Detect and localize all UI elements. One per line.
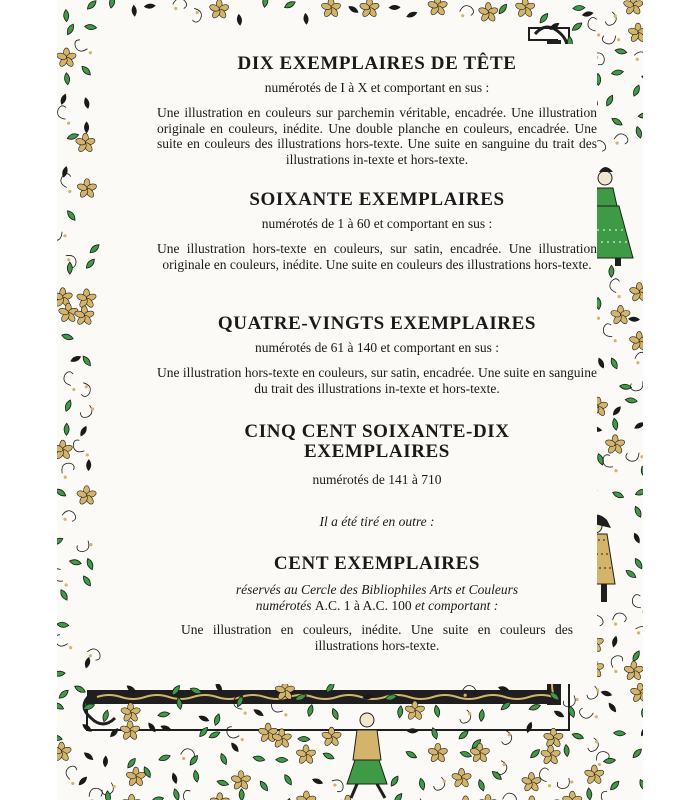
vine-leaf-dark xyxy=(632,532,642,545)
vine-leaf xyxy=(69,559,82,566)
vine-leaf-dark xyxy=(600,689,613,697)
vine-leaf xyxy=(81,575,92,588)
vine-leaf xyxy=(59,589,69,602)
vine-dot xyxy=(63,234,66,237)
vine-leaf-dark xyxy=(388,5,400,10)
vine-flower xyxy=(610,305,631,325)
vine-leaf-dark xyxy=(160,724,173,733)
vine-leaf xyxy=(430,727,438,740)
vine-dot xyxy=(67,122,70,125)
vine-flower xyxy=(629,331,643,351)
vine-flower xyxy=(77,179,98,199)
vine-leaf xyxy=(635,126,643,139)
vine-tendril xyxy=(501,792,517,800)
vine-leaf xyxy=(64,72,70,85)
vine-leaf xyxy=(213,713,221,726)
section-description: Une illustration hors-texte en couleurs, sur satin, encadrée. Une illustration originale en couleurs, inédite. Une suite en couleurs des illustrations hors-texte. xyxy=(157,241,597,272)
vine-flower xyxy=(209,0,230,19)
vine-leaf xyxy=(586,788,592,800)
vine-leaf-dark xyxy=(86,459,91,471)
vine-leaf xyxy=(208,730,221,740)
vine-tendril xyxy=(608,278,622,294)
vine-flower xyxy=(478,3,499,23)
vine-leaf xyxy=(397,706,403,718)
vine-leaf xyxy=(605,94,615,107)
vine-tendril xyxy=(500,730,512,745)
section-description: Une illustration en couleurs sur parchemin véritable, encadrée. Une illustration originale en couleurs, inédite. Une double planche en couleurs, encadrée. Une suite en couleurs des illustrations hors-texte. Une suite en sanguine du trait des illustrations in-texte et hors-texte. xyxy=(157,105,597,167)
vine-leaf xyxy=(157,711,170,718)
vine-dot xyxy=(63,518,66,521)
vine-tendril xyxy=(460,709,472,723)
vine-leaf xyxy=(331,708,340,721)
vine-tendril xyxy=(605,11,617,25)
vine-dot xyxy=(595,740,598,743)
vine-tendril xyxy=(633,51,643,64)
vine-dot xyxy=(89,51,92,54)
vine-flower xyxy=(125,767,146,787)
vine-leaf-dark xyxy=(229,741,240,754)
vine-leaf-dark xyxy=(146,721,157,734)
vine-tendril xyxy=(189,7,204,24)
vine-leaf xyxy=(74,684,87,694)
vine-flower xyxy=(296,745,317,765)
vine-tendril xyxy=(65,765,77,780)
vine-leaf xyxy=(573,5,585,11)
vine-leaf-dark xyxy=(84,656,92,669)
vine-dot xyxy=(284,713,287,716)
vine-leaf xyxy=(479,709,485,721)
vine-tendril xyxy=(579,707,594,719)
vine-flower xyxy=(321,0,342,18)
vine-leaf xyxy=(612,418,619,431)
figure-bottom-dancer xyxy=(347,713,387,798)
vine-leaf xyxy=(85,257,97,269)
vine-leaf-dark xyxy=(611,405,623,417)
vine-flower xyxy=(584,765,605,785)
vine-dot xyxy=(89,543,92,546)
vine-leaf xyxy=(57,671,65,677)
vine-leaf xyxy=(61,333,74,341)
vine-leaf-dark xyxy=(525,721,534,734)
vine-flower xyxy=(57,48,77,68)
vine-leaf xyxy=(633,505,643,518)
vine-tendril xyxy=(624,448,641,464)
vine-leaf xyxy=(57,536,64,546)
vine-leaf xyxy=(615,48,628,55)
vine-tendril xyxy=(57,104,71,121)
vine-leaf-dark xyxy=(607,701,618,714)
vine-flower xyxy=(296,791,317,800)
vine-flower xyxy=(120,703,141,723)
vine-dot xyxy=(85,385,88,388)
vine-dot xyxy=(508,733,511,736)
vine-leaf xyxy=(80,65,92,77)
vine-leaf xyxy=(216,779,229,787)
vine-dot xyxy=(614,339,617,342)
vine-leaf xyxy=(65,23,75,36)
vine-tendril xyxy=(586,16,601,33)
vine-tendril xyxy=(586,685,599,700)
vine-leaf xyxy=(108,0,115,9)
vine-dot xyxy=(614,670,617,673)
vine-dot xyxy=(502,763,505,766)
vine-leaf-dark xyxy=(144,3,156,9)
vine-leaf xyxy=(57,487,67,498)
vine-flower xyxy=(451,768,472,788)
section-cent xyxy=(157,554,597,653)
vine-leaf-dark xyxy=(311,777,324,786)
vine-leaf-dark xyxy=(131,5,137,17)
vine-leaf-dark xyxy=(633,420,643,430)
vine-leaf xyxy=(633,557,643,570)
vine-flower xyxy=(515,0,536,18)
vine-leaf xyxy=(57,688,69,700)
vine-tendril xyxy=(611,611,628,626)
vine-leaf-dark xyxy=(581,10,594,17)
vine-tendril xyxy=(73,39,89,53)
vine-dot xyxy=(598,763,601,766)
vine-leaf xyxy=(253,755,266,763)
vine-leaf xyxy=(638,779,643,792)
vine-leaf xyxy=(477,779,486,792)
vine-leaf xyxy=(609,265,614,277)
vine-leaf xyxy=(219,753,228,766)
vine-tendril xyxy=(70,438,87,454)
vine-dot xyxy=(642,610,643,613)
vine-leaf xyxy=(307,704,315,717)
vine-flower xyxy=(562,791,583,800)
vine-leaf xyxy=(405,750,418,760)
vine-leaf xyxy=(529,748,541,760)
vine-flower xyxy=(57,440,73,460)
vine-tendril xyxy=(78,381,93,397)
vine-dot xyxy=(618,295,621,298)
vine-leaf xyxy=(276,757,288,762)
vine-leaf xyxy=(613,730,625,736)
extra-note: Il a été tiré en outre : xyxy=(319,514,435,529)
vine-dot xyxy=(614,14,617,17)
vine-dot xyxy=(468,712,471,715)
vine-flower xyxy=(427,743,448,763)
vine-leaf xyxy=(85,558,94,571)
vine-flower xyxy=(76,289,97,309)
section-description: Une illustration hors-texte en couleurs, sur satin, encadrée. Une suite en sanguine du trait des illustrations in-texte et hors-texte. xyxy=(157,365,597,396)
vine-tendril xyxy=(87,785,104,800)
vine-leaf xyxy=(298,736,310,741)
vine-leaf-dark xyxy=(69,354,82,363)
vine-leaf xyxy=(193,770,200,783)
vine-leaf xyxy=(172,788,180,800)
vine-dot xyxy=(71,782,74,785)
vine-leaf xyxy=(631,650,641,663)
vine-dot xyxy=(182,757,185,760)
section-quatre-vingts xyxy=(157,314,597,396)
vine-leaf-dark xyxy=(252,707,265,718)
vine-leaf xyxy=(322,751,335,761)
section-tete xyxy=(157,54,597,167)
vine-flower xyxy=(605,435,626,455)
vine-leaf-dark xyxy=(77,775,89,787)
section-heading: CINQ CENT SOIXANTE-DIX EXEMPLAIRES xyxy=(244,421,510,462)
vine-leaf xyxy=(619,384,632,390)
vine-dot xyxy=(443,780,446,783)
vine-flower xyxy=(359,0,380,18)
numbering-suffix: et comportant : xyxy=(411,598,499,613)
section-heading: SOIXANTE EXEMPLAIRES xyxy=(249,189,505,210)
vine-dot xyxy=(597,317,600,320)
vine-tendril xyxy=(172,0,187,10)
vine-leaf xyxy=(418,778,426,791)
vine-leaf-dark xyxy=(103,755,109,767)
vine-leaf xyxy=(609,357,619,370)
vine-tendril xyxy=(75,537,91,554)
vine-flower xyxy=(540,745,561,765)
vine-leaf xyxy=(67,262,72,274)
vine-dot xyxy=(72,388,75,391)
vine-leaf xyxy=(640,466,643,479)
vine-leaf xyxy=(611,116,624,127)
vine-flower xyxy=(121,794,142,800)
vine-leaf xyxy=(603,758,616,764)
vine-flower xyxy=(623,0,643,15)
vine-leaf xyxy=(571,732,584,741)
section-heading: QUATRE-VINGTS EXEMPLAIRES xyxy=(217,313,537,334)
vine-leaf xyxy=(625,397,638,404)
vine-dot xyxy=(617,38,620,41)
vine-dot xyxy=(333,783,336,786)
section-reservation: réservés au Cercle des Bibliophiles Arts et Couleurs xyxy=(235,582,519,597)
vine-leaf-dark xyxy=(628,316,640,322)
vine-leaf xyxy=(283,773,294,786)
vine-leaf xyxy=(258,780,269,793)
vine-tendril xyxy=(180,789,197,800)
vine-tendril xyxy=(57,634,70,648)
vine-leaf xyxy=(393,792,404,800)
section-numbering: numérotés de I à X et comportant en sus : xyxy=(264,80,490,95)
vine-leaf-dark xyxy=(171,772,179,785)
vine-flower xyxy=(623,661,643,681)
vine-tendril xyxy=(459,4,475,17)
vine-leaf xyxy=(538,12,549,24)
vine-tendril xyxy=(329,777,346,793)
vine-dot xyxy=(464,694,467,697)
vine-flower xyxy=(521,772,542,792)
section-numbering: numérotés de 61 à 140 et comportant en sus : xyxy=(254,340,500,355)
extra-note-block xyxy=(157,514,597,530)
vine-tendril xyxy=(609,653,624,670)
vine-dot xyxy=(640,455,643,458)
vine-leaf xyxy=(81,355,92,368)
section-heading: DIX EXEMPLAIRES DE TÊTE xyxy=(237,53,517,74)
vine-leaf xyxy=(638,112,643,119)
vine-tendril xyxy=(630,593,643,610)
section-numbering: numérotés de 1 à 60 et comportant en sus : xyxy=(261,216,493,231)
vine-flower xyxy=(628,23,643,43)
vine-dot xyxy=(196,11,199,14)
vine-leaf xyxy=(571,21,584,32)
vine-dot xyxy=(636,361,639,364)
vine-dot xyxy=(614,469,617,472)
vine-flower xyxy=(630,683,643,703)
vine-leaf xyxy=(634,488,643,497)
vine-leaf xyxy=(64,423,69,435)
vine-flower xyxy=(427,0,448,16)
vine-leaf xyxy=(609,779,621,791)
vine-leaf xyxy=(86,0,98,11)
vine-tendril xyxy=(433,776,446,791)
vine-dot xyxy=(548,784,551,787)
vine-leaf xyxy=(151,796,164,800)
vine-leaf-dark xyxy=(611,635,619,648)
vine-dot xyxy=(67,258,70,261)
vine-leaf xyxy=(66,209,77,222)
vine-leaf xyxy=(491,770,503,782)
vine-dot xyxy=(64,583,67,586)
vine-tendril xyxy=(600,322,617,339)
vine-leaf xyxy=(57,734,63,741)
section-numbering xyxy=(157,598,597,613)
vine-leaf-dark xyxy=(639,725,643,738)
vine-dot xyxy=(616,142,619,145)
numbering-prefix: numérotés xyxy=(255,598,315,613)
vine-leaf-dark xyxy=(596,357,605,370)
vine-tendril xyxy=(588,738,599,752)
vine-dot xyxy=(91,407,94,410)
section-description: Une illustration en couleurs, inédite. Une suite en couleurs des illustrations hors-texte. xyxy=(181,622,573,653)
colophon-text xyxy=(157,44,597,684)
vine-dot xyxy=(241,738,244,741)
vine-tendril xyxy=(59,460,76,477)
vine-tendril xyxy=(599,790,616,800)
vine-leaf-dark xyxy=(640,74,643,82)
vine-leaf xyxy=(262,0,269,8)
vine-dot xyxy=(461,14,464,17)
vine-leaf xyxy=(632,84,641,97)
vine-leaf xyxy=(612,490,625,499)
vine-tendril xyxy=(62,371,77,387)
vine-dot xyxy=(64,476,67,479)
vine-leaf-dark xyxy=(197,714,210,723)
vine-tendril xyxy=(57,567,67,584)
section-cinq-cent xyxy=(157,422,597,488)
vine-flower xyxy=(629,282,643,302)
vine-leaf xyxy=(88,243,100,255)
vine-dot xyxy=(68,190,71,193)
vine-leaf xyxy=(57,622,69,628)
vine-leaf xyxy=(528,703,541,712)
vine-flower xyxy=(543,728,564,748)
vine-dot xyxy=(174,7,177,10)
vine-leaf xyxy=(105,791,111,800)
vine-flower xyxy=(57,742,72,762)
vine-leaf xyxy=(64,399,73,412)
vine-leaf xyxy=(63,9,69,21)
vine-flower xyxy=(337,795,358,800)
vine-dot xyxy=(244,712,247,715)
vine-flower xyxy=(209,793,230,800)
vine-dot xyxy=(570,780,573,783)
vine-dot xyxy=(86,453,89,456)
vine-dot xyxy=(576,698,579,701)
vine-tendril xyxy=(225,726,241,740)
vine-leaf-dark xyxy=(82,751,95,762)
vine-dot xyxy=(636,58,639,61)
vine-tendril xyxy=(601,31,618,47)
vine-tendril xyxy=(79,403,94,419)
vine-leaf xyxy=(102,709,110,722)
vine-leaf xyxy=(433,705,440,718)
vine-leaf xyxy=(497,3,508,16)
numbering-range: A.C. 1 à A.C. 100 xyxy=(314,598,412,613)
vine-dot xyxy=(614,623,617,626)
vine-leaf-dark xyxy=(59,93,68,106)
vine-leaf-dark xyxy=(405,10,418,19)
section-numbering: numérotés de 141 à 710 xyxy=(312,472,442,487)
vine-tendril xyxy=(629,377,643,394)
vine-leaf-dark xyxy=(347,4,360,15)
vine-leaf xyxy=(198,726,210,738)
vine-leaf-dark xyxy=(303,13,309,25)
vine-flower xyxy=(521,796,542,800)
vine-dot xyxy=(637,631,640,634)
vine-leaf xyxy=(611,69,624,76)
vine-leaf xyxy=(283,0,296,10)
vine-tendril xyxy=(57,227,65,243)
vine-dot xyxy=(113,785,116,788)
vine-flower xyxy=(231,771,252,791)
vine-dot xyxy=(597,33,600,36)
vine-flower xyxy=(76,486,97,506)
vine-leaf-dark xyxy=(553,709,566,719)
frame-band-horizontal xyxy=(87,690,561,704)
vine-dot xyxy=(595,715,598,718)
vine-leaf-dark xyxy=(83,97,91,110)
vine-leaf xyxy=(84,24,97,30)
vine-leaf xyxy=(158,753,171,762)
section-soixante xyxy=(157,190,597,272)
section-heading: CENT EXEMPLAIRES xyxy=(273,553,481,574)
vine-leaf-dark xyxy=(108,727,120,739)
vine-dot xyxy=(596,688,599,691)
vine-leaf xyxy=(625,569,638,580)
vine-leaf xyxy=(188,754,199,767)
vine-flower xyxy=(455,796,476,800)
vine-flower xyxy=(120,721,141,741)
vine-leaf-dark xyxy=(84,121,89,133)
vine-dot xyxy=(69,646,72,649)
vine-leaf xyxy=(640,705,643,718)
vine-leaf-dark xyxy=(78,425,88,438)
vine-flower xyxy=(478,795,499,800)
vine-dot xyxy=(89,654,92,657)
vine-leaf xyxy=(389,775,400,788)
vine-flower xyxy=(75,133,96,153)
decorated-paper-sheet xyxy=(57,0,643,800)
vine-tendril xyxy=(556,774,573,791)
vine-leaf xyxy=(631,747,643,759)
vine-leaf-dark xyxy=(236,14,242,27)
vine-tendril xyxy=(60,173,73,188)
vine-leaf xyxy=(57,701,65,711)
vine-leaf xyxy=(564,744,570,756)
vine-leaf xyxy=(239,789,244,800)
